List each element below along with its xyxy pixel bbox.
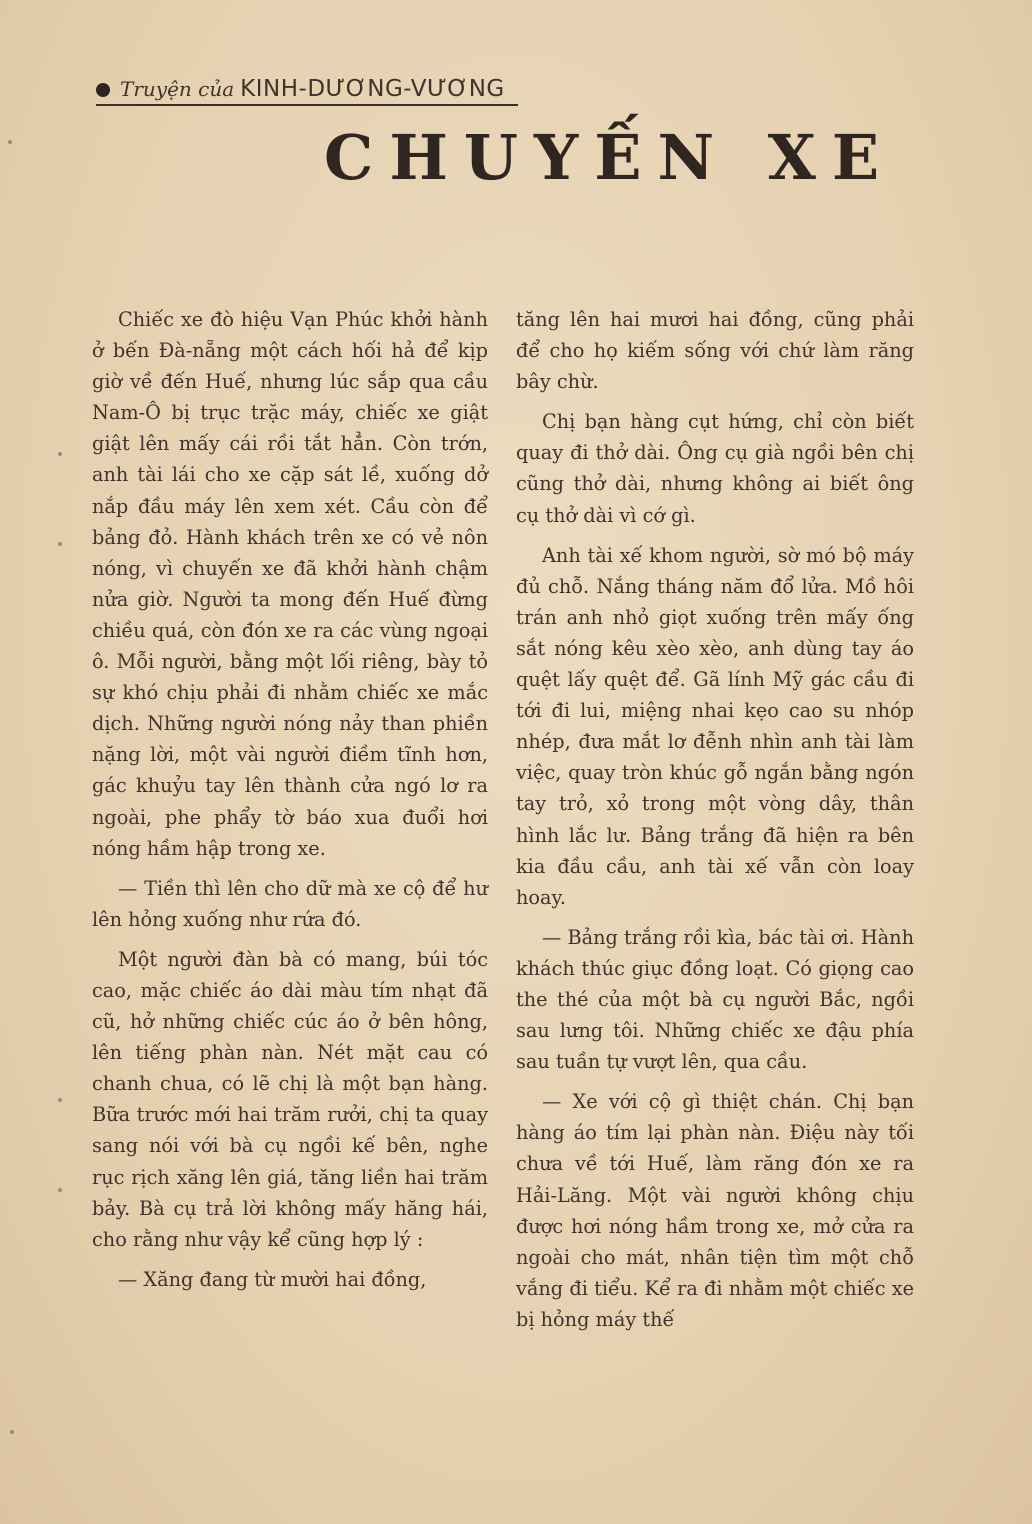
right-column <box>516 304 914 1344</box>
author-name: KINH-DƯƠNG-VƯƠNG <box>240 76 505 102</box>
paragraph: tăng lên hai mươi hai đồng, cũng phải để cho họ kiếm sống với chứ làm răng bây chừ. <box>516 308 914 394</box>
story-title: CHUYẾN XE <box>324 121 896 194</box>
paper-speck <box>58 1188 62 1192</box>
author-header <box>96 76 518 106</box>
paper-speck <box>58 1098 62 1102</box>
paragraph: — Xăng đang từ mười hai đồng, <box>118 1267 427 1291</box>
bullet-icon <box>96 83 110 97</box>
paper-speck <box>58 452 62 456</box>
paragraph: — Tiền thì lên cho dữ mà xe cộ để hư lên hỏng xuống như rứa đó. <box>92 876 488 931</box>
paragraph: Anh tài xế khom người, sờ mó bộ máy đủ chỗ. Nắng tháng năm đổ lửa. Mồ hôi trán anh nhỏ giọt xuống trên mấy ống sắt nóng kêu xèo xèo, anh dùng tay áo quệt lấy quệt để. Gã lính Mỹ gác cầu đi tới đi lui, miệng nhai kẹo cao su nhóp nhép, đưa mắt lơ đễnh nhìn anh tài làm việc, quay tròn khúc gỗ ngắn bằng ngón tay trỏ, xỏ trong một vòng dây, thân hình lắc lư. Bảng trắng đã hiện ra bên kia đầu cầu, anh tài xế vẫn còn loay hoay. <box>516 543 914 909</box>
paper-speck <box>8 140 12 144</box>
paragraph: Chiếc xe đò hiệu Vạn Phúc khởi hành ở bến Đà-nẵng một cách hối hả để kịp giờ về đến Huế, nhưng lúc sắp qua cầu Nam-Ô bị trục trặc máy, chiếc xe giật giật lên mấy cái rồi tắt hẳn. Còn trớn, anh tài lái cho xe cặp sát lề, xuống dở nắp đầu máy lên xem xét. Cầu còn để bảng đỏ. Hành khách trên xe có vẻ nôn nóng, vì chuyến xe đã khởi hành chậm nửa giờ. Người ta mong đến Huế đừng chiều quá, còn đón xe ra các vùng ngoại ô. Mỗi người, bằng một lối riêng, bày tỏ sự khó chịu phải đi nhằm chiếc xe mắc dịch. Những người nóng nảy than phiền nặng lời, một vài người điềm tĩnh hơn, gác khuỷu tay lên thành cửa ngó lơ ra ngoài, phe phẩy tờ báo xua đuổi hơi nóng hầm hập trong xe. <box>92 308 488 860</box>
header-prefix: Truyện của <box>120 77 235 101</box>
paper-speck <box>10 1430 14 1434</box>
paragraph: Chị bạn hàng cụt hứng, chỉ còn biết quay đi thở dài. Ông cụ già ngồi bên chị cũng thở dài, nhưng không ai biết ông cụ thở dài vì cớ gì. <box>516 410 914 527</box>
left-column <box>92 304 488 1304</box>
paragraph: — Bảng trắng rồi kìa, bác tài ơi. Hành khách thúc giục đồng loạt. Có giọng cao the thé của một bà cụ người Bắc, ngồi sau lưng tôi. Những chiếc xe đậu phía sau tuần tự vượt lên, qua cầu. <box>516 925 914 1074</box>
paper-speck <box>58 542 62 546</box>
paragraph: — Xe với cộ gì thiệt chán. Chị bạn hàng áo tím lại phàn nàn. Điệu này tối chưa về tới Huế, làm răng đón xe ra Hải-Lăng. Một vài người không chịu được hơi nóng hầm trong xe, mở cửa ra ngoài cho mát, nhân tiện tìm một chỗ vắng đi tiểu. Kể ra đi nhằm một chiếc xe bị hỏng máy thế <box>516 1090 914 1331</box>
paragraph: Một người đàn bà có mang, búi tóc cao, mặc chiếc áo dài màu tím nhạt đã cũ, hở những chiếc cúc áo ở bên hông, lên tiếng phàn nàn. Nét mặt cau có chanh chua, có lẽ chị là một bạn hàng. Bữa trước mới hai trăm rưởi, chị ta quay sang nói với bà cụ ngồi kế bên, nghe rục rịch xăng lên giá, tăng liền hai trăm bảy. Bà cụ trả lời không mấy hăng hái, cho rằng như vậy kể cũng hợp lý : <box>92 947 488 1251</box>
